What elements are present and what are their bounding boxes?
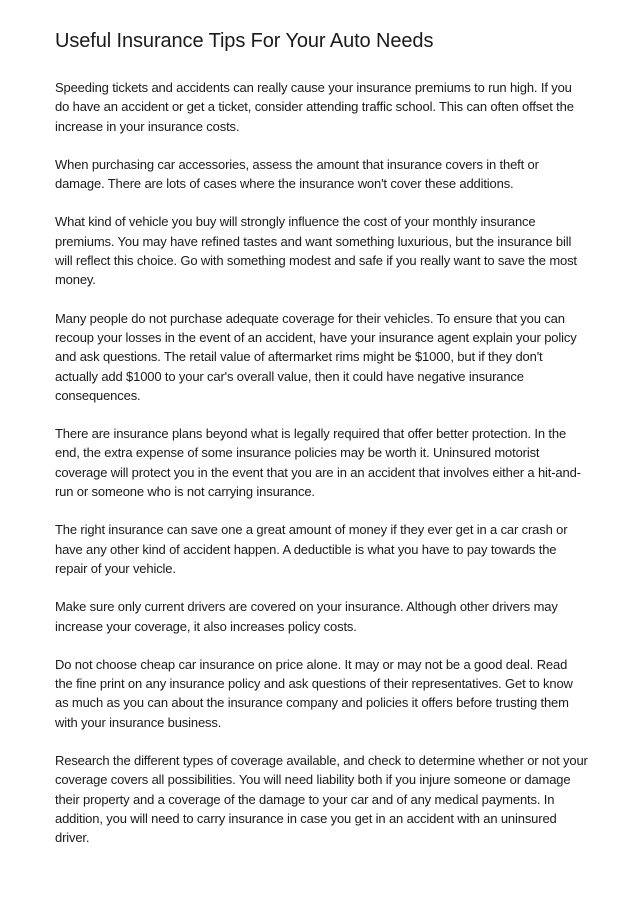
paragraph-coverage-types: Research the different types of coverage available, and check to determine whether or not your coverage covers all possibilities. You will need liability both if you injure someone or damage their property and a coverage of the damage to your car and of any medical payments. In addition, you will need to carry insurance in case you get in an accident with an uninsured driver. xyxy=(55,753,588,846)
paragraph-deductible: The right insurance can save one a great amount of money if they ever get in a car crash or have any other kind of accident happen. A deductible is what you have to pay towards the repair of your vehicle. xyxy=(55,522,568,576)
paragraph-cheap-insurance: Do not choose cheap car insurance on price alone. It may or may not be a good deal. Read the fine print on any insurance policy and ask questions of their representatives. Get to know as much as you can about the insurance company and policies it offers before trusting them with your insurance business. xyxy=(55,656,573,730)
document-title: Useful Insurance Tips For Your Auto Needs xyxy=(55,30,434,52)
paragraph-current-drivers: Make sure only current drivers are covered on your insurance. Although other drivers may increase your coverage, it also increases policy costs. xyxy=(55,599,558,634)
paragraph-extra-protection: There are insurance plans beyond what is legally required that offer better protection. In the end, the extra expense of some insurance policies may be worth it. Uninsured motorist coverage will protect you in the event that you are in an accident that involves either a hit-and-run or someone who is not carrying insurance. xyxy=(55,426,581,500)
paragraph-vehicle-choice: What kind of vehicle you buy will strongly influence the cost of your monthly insurance premiums. You may have refined tastes and want something luxurious, but the insurance bill will reflect this choice. Go with something modest and safe if you really want to save the most money. xyxy=(55,214,577,288)
paragraph-adequate-coverage: Many people do not purchase adequate coverage for their vehicles. To ensure that you can recoup your losses in the event of an accident, have your insurance agent explain your policy and ask questions. The retail value of aftermarket rims might be $1000, but if they don't actually add $1000 to your car's overall value, then it could have negative insurance consequences. xyxy=(55,310,577,403)
paragraph-car-accessories: When purchasing car accessories, assess the amount that insurance covers in theft or damage. There are lots of cases where the insurance won't cover these additions. xyxy=(55,156,539,192)
paragraph-speeding-tickets: Speeding tickets and accidents can really cause your insurance premiums to run high. If you do have an accident or get a ticket, consider attending traffic school. This can often offset the increase in your insurance costs. xyxy=(55,80,574,134)
